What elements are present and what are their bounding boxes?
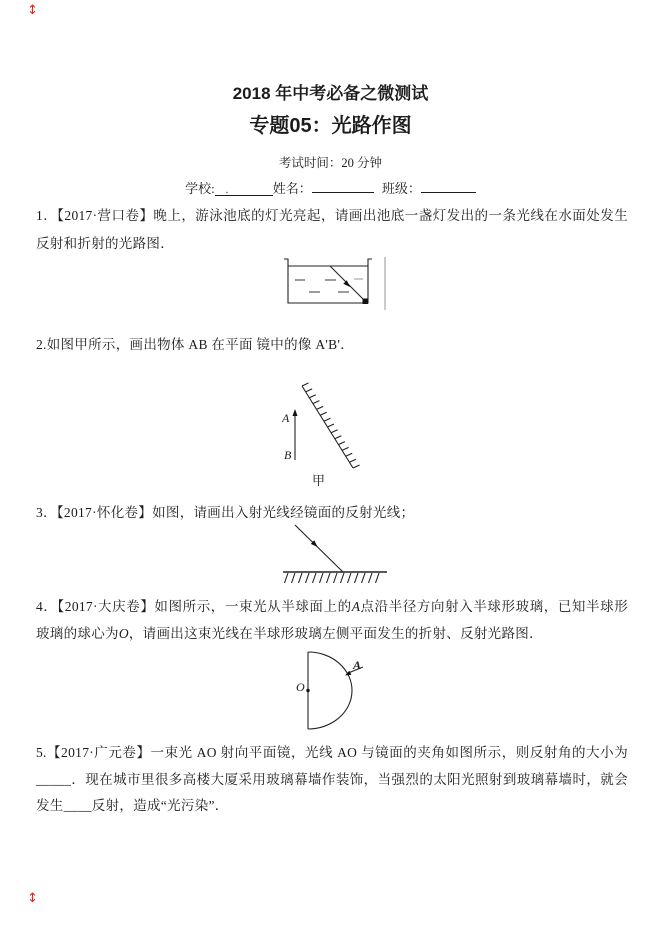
figure-q4-hemisphere [286, 644, 370, 738]
figure-q3-incident-ray [276, 518, 394, 588]
name-blank [312, 179, 374, 193]
question-4-text [36, 594, 628, 647]
figure-q1-pool [278, 253, 390, 315]
question-3-text: 3．【2017·怀化卷】如图，请画出入射光线经镜面的反射光线； [36, 505, 415, 520]
center-o-dot [306, 689, 309, 692]
question-5-text: 5.【2017·广元卷】一束光 AO 射向平面镜，光线 AO 与镜面的夹角如图所示，则反射角的大小为_____．现在城市里很多高楼大厦采用玻璃幕墙作装饰，当强烈的太阳光照射到玻璃幕墙时，就会发生____反射，造成“光污染”． [36, 745, 628, 813]
object-arrowhead-icon [293, 409, 298, 416]
school-label: 学校: [185, 181, 215, 196]
q4-text-part: 点沿半径方向射入半球形玻璃，已知半球形玻璃的球心为 [36, 599, 629, 641]
class-label: 班级： [381, 181, 421, 196]
question-1-text: 1．【2017·营口卷】晚上，游泳池底的灯光亮起，请画出池底一盏灯发出的一条光线在水面处发生反射和折射的光路图． [36, 208, 628, 251]
q4-label-a-inline: A [351, 599, 361, 614]
hemisphere-arc [308, 652, 352, 729]
question-2-text: 2.如图甲所示，画出物体 AB 在平面 镜中的像 A'B'． [36, 337, 354, 352]
q4-text-part: 4．【2017·大庆卷】如图所示，一束光从半球面上的 [36, 599, 352, 614]
label-b: B [284, 448, 292, 462]
student-fields [0, 179, 661, 197]
ray-arrowhead-icon [343, 280, 350, 287]
class-blank [421, 179, 476, 193]
q4-label-o-inline: O [118, 625, 129, 641]
figure-q2-mirror [266, 382, 366, 490]
label-a: A [282, 411, 290, 425]
label-a: A [353, 658, 362, 672]
lamp [363, 299, 369, 305]
name-label: 姓名： [272, 181, 312, 196]
mirror-hatching [302, 383, 360, 468]
red-updown-arrow-icon: ↕ [27, 891, 38, 906]
school-blank [215, 182, 273, 196]
q4-text-part: ，请画出这束光线在半球形玻璃左侧平面发生的折射、反射光路图． [128, 625, 543, 641]
figure-caption-jia: 甲 [312, 473, 326, 488]
label-o: O [296, 680, 305, 694]
red-updown-arrow-icon: ↕ [27, 3, 38, 18]
mirror-hatching [285, 573, 380, 583]
school-blank-mark: . [225, 185, 229, 196]
incident-ray [295, 525, 343, 572]
exam-time: 考试时间：20 分钟 [278, 156, 383, 170]
doc-subtitle: 专题05：光路作图 [249, 115, 412, 137]
doc-title: 2018 年中考必备之微测试 [232, 84, 429, 103]
